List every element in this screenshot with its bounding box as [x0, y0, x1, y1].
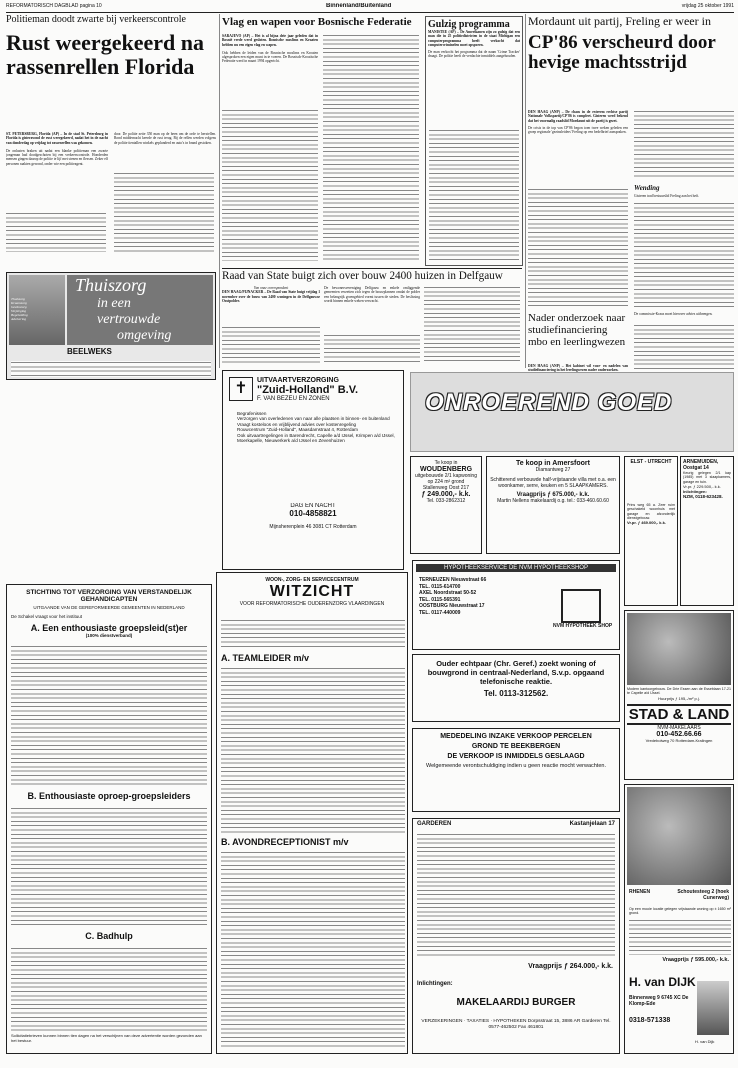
ad-amersfoort [486, 456, 620, 554]
ad-arnemuiden-info: Inlichtingen: [683, 488, 707, 494]
ad-rhenen-brand: H. van DIJK [629, 975, 696, 989]
ad-ouder-text: Ouder echtpaar (Chr. Geref.) zoekt woning of bouwgrond in centraal-Nederland, S.v.p. opgaand telefonische reaktie. [427, 659, 605, 686]
article-bosnia [222, 16, 420, 266]
ad-woudenberg-price: ƒ 249.000,- k.k. [421, 491, 471, 498]
article-body-2: door. De politie zette 350 man op de been om de orde te herstellen. Rond middernacht keerde de rust terug. Bij de rellen werden volgens de politie tientallen winkels geplunderd en auto's in brand gestoken. [114, 132, 216, 145]
ad-garderen-place: GARDEREN [417, 821, 452, 827]
article-lead: MANISTEE (AP) – De Amerikanen zijn zo gulzig dat een man die in 25 politiedistricten in de staat Michigan een computerprogramma heeft verkocht dat computercriminelen moet opsporen. [428, 30, 520, 47]
ad-stad-land [624, 610, 734, 780]
banner-text: ONROEREND GOED [425, 389, 673, 416]
ad-elst-price: Vr.pr. ƒ 469.000,- k.k. [627, 520, 666, 526]
article-lead: DEN HAAG/PIJNACKER – De Raad van State buigt vrijdag 1 november over de bouw van 2400 woningen in de Delfgauwse Oostpolder. [222, 290, 320, 303]
service-item: Advisering [11, 317, 27, 321]
ad-stichting-sub: UITGAANDE VAN DE GEREFORMEERDE GEMEENTEN IN NEDERLAND [33, 605, 185, 610]
article-kicker: Politieman doodt zwarte bij verkeerscontrole [6, 14, 186, 25]
article-byline: Van onze correspondent [253, 286, 289, 290]
ad-uitvaart-title: UITVAARTVERZORGING [257, 377, 339, 384]
list-item: • Rouwcentrum "Zuid-Holland", Maasdamstraat 4, Rotterdam [237, 427, 403, 432]
ad-witzicht-top: WOON-, ZORG- EN SERVICECENTRUM [265, 577, 359, 583]
ad-stichting-footer: Sollicitatiebrieven kunnen binnen tien dagen na het verschijnen van deze advertentie worden gezonden aan het bestuur. [11, 1033, 202, 1043]
ad-uitvaart-phone: 010-4858821 [289, 509, 337, 518]
article-lead: DEN HAAG (ANP) – De chaos in de extreem rechtse partij Nationale Volkspartij/CP'86 is compleet. Gisteren werd bekend dat het voormalig raadslid Mordaunt uit de partij is gezet. [528, 110, 628, 123]
ad-uitvaart-phone-label: DAG EN NACHT [290, 503, 336, 509]
ad-ouder-echtpaar [412, 654, 620, 722]
article-headline: Rust weergekeerd na rassenrellen Florida [6, 30, 204, 79]
ad-amersfoort-street: Diamantweg 27 [535, 467, 571, 473]
ad-thuiszorg-brand: BEELWEKS [67, 347, 112, 356]
ad-rhenen-price: Vraagprijs ƒ 595.000,- k.k. [662, 957, 729, 963]
ad-woudenberg-tel: Tel. 033-2862312 [426, 498, 466, 504]
article-subhead: Wending [634, 184, 660, 192]
ad-witzicht-section-b: B. AVONDRECEPTIONIST m/v [221, 837, 349, 847]
ad-uitvaart-address: Mijnsherenplein 46 3081 CT Rotterdam [269, 524, 357, 530]
ad-garderen-brand: MAKELAARDIJ BURGER [456, 997, 576, 1008]
list-item: • Ook uitvaartregelingen in Barendrecht, Capelle a/d IJssel, Krimpen a/d IJssel, Moerkapelle, Nieuwerkerk a/d IJssel en Zevenhuizen [237, 433, 403, 444]
ad-thuiszorg-services [11, 297, 61, 343]
ad-elst [624, 456, 678, 606]
ad-garderen-footer: VERZEKERINGEN · TAXATIES · HYPOTHEKEN Dorpsstraat 15, 3886 AR Garderen Tel. 0577-462502 Fax 461801 [421, 1019, 611, 1030]
article-headline: Vlag en wapen voor Bosnische Federatie [222, 16, 412, 28]
service-item: Kraamzorg [11, 301, 27, 305]
ad-stichting-section-b: B. Enthousiaste oproep-groepsleiders [27, 791, 191, 801]
ad-hypotheek-title: HYPOTHEEKSERVICE DE NVM HYPOTHEEKSHOP [416, 564, 616, 572]
ad-woudenberg-desc: uitgebouwde 2/1 kapwoning op 224 m² grond [415, 473, 477, 485]
list-item: • Begrafenissen [237, 411, 403, 416]
ad-stad-land-photo [627, 613, 731, 685]
header-left: REFORMATORISCH DAGBLAD pagina 10 [6, 3, 102, 9]
ad-arnemuiden-price: Vr.pr. ƒ 229.500,- k.k. [683, 483, 721, 489]
ad-hypotheek-line: TEL. 0115-565391 [419, 596, 461, 603]
ad-hypotheek-line: AXEL Noordstraat 50-52 [419, 590, 477, 596]
ad-garderen [412, 818, 620, 1054]
ad-amersfoort-top: Te koop in Amersfoort [516, 460, 590, 467]
header-right: vrijdag 25 oktober 1991 [681, 3, 734, 9]
article-lead: ST. PETERSBURG, Florida (AP) – In de stad St. Petersburg in Florida is gisteravond de rust weergekeerd, nadat het in de nacht van donderdag op vrijdag tot rassenrellen was gekomen. [6, 132, 108, 145]
ad-uitvaart-name: "Zuid-Holland" B.V. [257, 384, 359, 396]
ad-woudenberg-top: Te koop in [434, 460, 458, 466]
ad-stichting-intro: De Schakel vraagt voor het instituut [11, 614, 83, 619]
ad-stichting-section-c: C. Badhulp [85, 931, 133, 941]
ad-witzicht [216, 572, 408, 1054]
ad-witzicht-sub: VOOR REFORMATORISCHE OUDERENZORG VLAARDINGEN [239, 601, 385, 607]
ad-elst-body: Prins weg 65 a. Zeer ruim geschakeld woonhuis met garage en afzonderlijk dienstgebouw. [627, 503, 675, 520]
article-body: De crisis in de top van CP'86 begon toen twee weken geleden een groep regionale 'gezinsleiders' Freling op een bedelbrief aanspraken. [528, 125, 628, 135]
ad-rhenen-photo [627, 787, 731, 885]
ad-elst-photo [627, 467, 675, 501]
ad-stichting-title: STICHTING TOT VERZORGING VAN VERSTANDELIJK GEHANDICAPTEN [26, 589, 192, 603]
page-header [6, 3, 734, 11]
ad-stad-land-tel: 010-452.66.66 [656, 730, 702, 738]
article-florida [6, 14, 216, 269]
article-delfgauw [222, 270, 522, 368]
ad-woudenberg [410, 456, 482, 554]
article-headline: CP'86 verscheurd door hevige machtsstrijd [528, 32, 716, 73]
ad-amersfoort-contact: Martin Nellens makelaardij o.g. tel.: 033-460.60.60 [497, 498, 609, 504]
ad-onroerend-goed [410, 372, 734, 452]
ad-hypotheek-line: OOSTBURG Nieuwstraat 17 [419, 603, 485, 609]
ad-hypotheek-line: TERNEUZEN Nieuwstraat 66 [419, 577, 487, 583]
article-body: De man verkocht het programma dat de naam 'Crime Tracker' draagt. De politie heeft de verdachte inmiddels aangehouden. [428, 50, 520, 59]
article-body-2: Gisteren trad bestuurslid Freling aan het heft. [634, 194, 700, 198]
article-headline: Gulzig programma [428, 19, 510, 30]
ad-stad-land-brand: STAD & LAND [628, 705, 730, 723]
ad-witzicht-brand: WITZICHT [269, 583, 355, 600]
ad-thuiszorg-headline-2: in een [97, 296, 131, 311]
ad-thuiszorg-headline-4: omgeving [117, 328, 172, 343]
service-item: Verpleging [11, 309, 27, 313]
ad-stichting [6, 584, 212, 1054]
ad-percelen-l2: GROND TE BEEKBERGEN [471, 743, 561, 750]
ad-stad-land-caption: Modern kantoorgebouw. De Drie Essen aan de Esseblaan 17-21 te Capelle a/d IJssel. [627, 687, 731, 696]
ad-arnemuiden-tel: NZM, 0118-623428. [683, 493, 723, 499]
article-lead: DEN HAAG (ANP) – Het kabinet wil voor- en nadelen van studiefinanciering in het leerlingwezen nader onderzoeken. [528, 364, 628, 373]
article-body: De onlusten braken uit nadat een blanke politieman een zwarte jongeman had doodgeschoten bij een verkeerscontrole. Honderden mensen gingen daarop de politie te lijf met stenen en flessen. Zeker elf personen raakten gewond, onder wie een politieagent. [6, 148, 108, 166]
article-body: De bewonersvereniging Delfgauw en enkele omliggende gemeenten verzetten zich tegen de bouwplannen omdat de polder een belangrijk groengebied vormt tussen de steden. De beslissing wordt binnen enkele weken verwacht. [324, 286, 420, 303]
article-body: De commissie-Kraus moet hierover advies uitbrengen. [634, 312, 713, 316]
portrait-photo [697, 981, 729, 1035]
article-headline: Nader onderzoek naar studiefinanciering mbo en leerlingwezen [528, 312, 626, 348]
list-item: • Vraagt kosteloos en vrijblijvend advies over kostenregeling [237, 422, 403, 427]
ad-stad-land-address: Vredebolweg 70 Rotterdam-Kralingen [645, 737, 713, 743]
ad-elst-title: ELST - UTRECHT [630, 459, 672, 465]
ad-percelen-l1: MEDEDELING INZAKE VERKOOP PERCELEN [440, 733, 592, 740]
ad-stad-land-nvm: NVM-MAKELAARS [657, 724, 701, 731]
ad-amersfoort-desc: Schitterend verbouwde half-vrijstaande villa met o.a. een woonkamer, serre, keuken en 5 SLAAPKAMERS. [490, 477, 616, 489]
ad-woudenberg-place: WOUDENBERG [419, 466, 473, 473]
article-kicker: Mordaunt uit partij, Freling er weer in [528, 14, 711, 28]
ad-ouder-tel: Tel. 0113-312562. [483, 689, 549, 698]
ad-rhenen [624, 784, 734, 1054]
ad-arnemuiden-title: ARNEMUIDEN, Oostgat 14 [683, 459, 719, 471]
cross-logo: ✝ [229, 377, 253, 401]
ad-thuiszorg-headline-1: Thuiszorg [75, 275, 147, 295]
ad-stichting-section-a-sub: (100% dienstverband) [85, 633, 133, 638]
ad-hypotheek [412, 560, 620, 650]
ad-rhenen-tel: 0318-571338 [629, 1017, 671, 1024]
ad-garderen-info: Inlichtingen: [417, 981, 453, 987]
ad-rhenen-street: Schoutesteeg 2 (hoek Cunerweg) [677, 889, 729, 901]
ad-arnemuiden-body: Keurig gelegen 2/1 kap (1985) met 3 slaapkamers, garage en tuin. [683, 471, 731, 484]
ad-hypotheek-line: TEL. 0115-614700 [419, 583, 461, 590]
ad-hypotheek-brand: NVM HYPOTHEEK SHOP [553, 623, 613, 629]
ad-stad-land-price: Huurprijs ƒ 195,-/m² p.j. [658, 695, 700, 701]
ad-uitvaart-list [229, 411, 403, 443]
ad-rhenen-place: RHENEN [629, 889, 651, 895]
ad-thuiszorg [6, 272, 216, 380]
ad-percelen-l3: DE VERKOOP IS INMIDDELS GESLAAGD [447, 753, 585, 760]
article-lead: SARAJEVO (AP) – Het is al bijna drie jaar geleden dat in Bosnië vrede werd gesloten. Bosnische moslims en Kroaten hebben nu een eigen vlag en wapen. [222, 34, 318, 47]
ad-rhenen-address: Binnenweg 9 6745 XC De Klomp-Ede [629, 995, 689, 1007]
ad-thuiszorg-headline-3: vertrouwde [97, 312, 161, 327]
ad-percelen [412, 728, 620, 812]
header-center: Binnenland/Buitenland [326, 3, 392, 9]
article-body: Ook hebben de leiden van de Bosnische moslims en Kroaten afgesproken een eigen munt in te voeren. De Bosnisch-Kroatische Federatie werd in maart 1994 opgericht. [222, 50, 318, 64]
list-item: • Verzorgen van overledenen van naar alle plaatsen in binnen- en buitenland [237, 416, 403, 421]
ad-rhenen-signature: H. van Dijk [695, 1039, 715, 1044]
ad-stichting-section-a: A. Een enthousiaste groepsleid(st)er [30, 623, 188, 633]
ad-hypotheek-line: TEL. 0117-440009 [419, 609, 461, 616]
ad-arnemuiden [680, 456, 734, 606]
service-item: Begeleiding [11, 313, 28, 317]
service-item: Gezinszorg [11, 305, 27, 309]
service-item: Thuiszorg [11, 297, 25, 301]
house-icon [561, 589, 601, 623]
ad-uitvaart [222, 370, 404, 570]
article-headline: Raad van State buigt zich over bouw 2400 huizen in Delfgauw [222, 270, 503, 282]
article-cp86 [528, 14, 734, 314]
ad-uitvaart-owners: F. VAN BEZEU EN ZONEN [257, 396, 330, 402]
ad-garderen-price: Vraagprijs ƒ 264.000,- k.k. [528, 963, 613, 970]
ad-percelen-l4: Welgemeende verontschuldiging indien u geen reactie mocht verwachten. [426, 763, 606, 769]
ad-amersfoort-price: Vraagprijs ƒ 675.000,- k.k. [516, 492, 590, 498]
ad-woudenberg-address: Stallenweg Oost 217 [422, 485, 470, 491]
article-gulzig [425, 16, 523, 266]
ad-witzicht-section-a: A. TEAMLEIDER m/v [221, 653, 310, 663]
ad-garderen-street: Kastanjelaan 17 [569, 821, 615, 827]
ad-rhenen-body: Op een mooie locatie gelegen vrijstaande woning op ± 1650 m² grond. [629, 907, 731, 916]
